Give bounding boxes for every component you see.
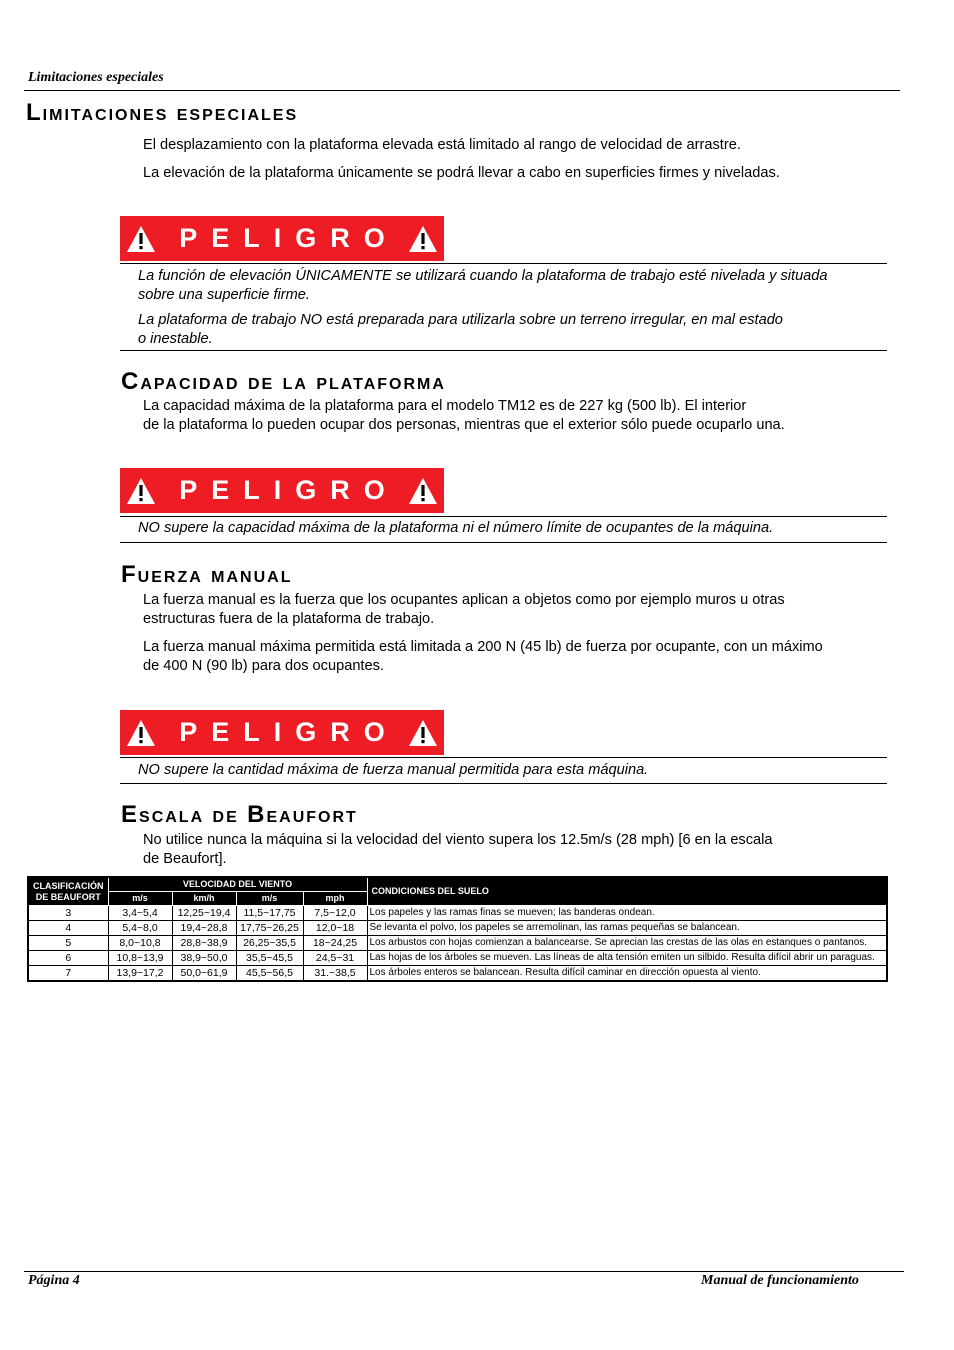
table-cell: 31.~38,5 — [303, 966, 367, 982]
danger-banner — [120, 710, 444, 755]
warning-triangle-icon — [126, 225, 156, 253]
table-cell: 7,5~12,0 — [303, 906, 367, 921]
subheader-kmh: km/h — [172, 892, 236, 906]
title-cap: B — [247, 801, 267, 828]
table-cell: 35,5~45,5 — [236, 951, 303, 966]
table-cell: 6 — [28, 951, 108, 966]
table-row — [28, 936, 887, 951]
warning-triangle-icon — [408, 225, 438, 253]
table-cell: 3,4~5,4 — [108, 906, 172, 921]
line: estructuras fuera de la plataforma de trabajo. — [143, 611, 435, 627]
table-cell: 5 — [28, 936, 108, 951]
page-number: Página 4 — [28, 1273, 80, 1288]
line: No utilice nunca la máquina si la velocidad del viento supera los 12.5m/s (28 mph) [6 en la escala — [143, 832, 773, 848]
rule — [120, 542, 887, 543]
line: de 400 N (90 lb) para dos ocupantes. — [143, 658, 384, 674]
danger-label: PELIGRO — [179, 475, 399, 505]
table-cell: 50,0~61,9 — [172, 966, 236, 982]
table-cell: 28,8~38,9 — [172, 936, 236, 951]
warning-triangle-icon — [408, 477, 438, 505]
rule — [120, 350, 887, 351]
table-row — [28, 951, 887, 966]
column-header-classification — [28, 877, 108, 906]
line: de la plataforma lo pueden ocupar dos personas, mientras que el exterior sólo puede ocuparlo una. — [143, 417, 785, 433]
line: La función de elevación ÚNICAMENTE se utilizará cuando la plataforma de trabajo esté nivelada y situada — [138, 268, 828, 284]
paragraph — [143, 397, 903, 435]
subheader-ms: m/s — [236, 892, 303, 906]
beaufort-table — [27, 876, 888, 982]
title-cap: L — [26, 99, 43, 126]
table-cell: 7 — [28, 966, 108, 982]
table-cell: 3 — [28, 906, 108, 921]
line: o inestable. — [138, 331, 213, 347]
table-cell: Los papeles y las ramas finas se mueven; las banderas ondean. — [367, 906, 887, 921]
line: sobre una superficie firme. — [138, 287, 310, 303]
table-cell: 17,75~26,25 — [236, 921, 303, 936]
warning-triangle-icon — [126, 719, 156, 747]
line: La fuerza manual máxima permitida está limitada a 200 N (45 lb) de fuerza por ocupante, con un máximo — [143, 639, 823, 655]
title-rest: apacidad de la plataforma — [140, 368, 446, 394]
running-head: Limitaciones especiales — [28, 70, 164, 85]
warning-text: NO supere la cantidad máxima de fuerza manual permitida para esta máquina. — [138, 762, 649, 778]
warning-text — [138, 267, 888, 305]
rule — [120, 516, 887, 517]
footer-rule — [24, 1271, 904, 1272]
paragraph — [143, 591, 903, 629]
warning-text — [138, 311, 888, 349]
danger-label: PELIGRO — [179, 717, 399, 747]
subheader-mph: mph — [303, 892, 367, 906]
rule — [120, 757, 887, 758]
table-cell: Los arbustos con hojas comienzan a balancearse. Se aprecian las crestas de las olas en estanques o pantanos. — [367, 936, 887, 951]
column-header-ground-conditions: CONDICIONES DEL SUELO — [367, 877, 887, 906]
table-cell: 12,0~18 — [303, 921, 367, 936]
title-rest: uerza manual — [137, 561, 293, 587]
line: de Beaufort]. — [143, 851, 227, 867]
rule — [120, 783, 887, 784]
section-title-limitaciones — [26, 101, 298, 125]
line: La plataforma de trabajo NO está preparada para utilizarla sobre un terreno irregular, en mal estado — [138, 312, 783, 328]
manual-title: Manual de funcionamiento — [701, 1273, 859, 1288]
warning-triangle-icon — [408, 719, 438, 747]
paragraph: La elevación de la plataforma únicamente se podrá llevar a cabo en superficies firmes y niveladas. — [143, 165, 780, 181]
table-row — [28, 921, 887, 936]
paragraph: El desplazamiento con la plataforma elevada está limitado al rango de velocidad de arrastre. — [143, 137, 741, 153]
rule — [120, 263, 887, 264]
title-cap: E — [121, 801, 140, 828]
section-title-beaufort — [121, 803, 358, 827]
table-cell: 19,4~28,8 — [172, 921, 236, 936]
table-cell: 24,5~31 — [303, 951, 367, 966]
table-cell: Se levanta el polvo, los papeles se arremolinan, las ramas pequeñas se balancean. — [367, 921, 887, 936]
title-rest: scala de — [139, 801, 248, 827]
table-cell: 5,4~8,0 — [108, 921, 172, 936]
title-cap: C — [121, 368, 141, 395]
danger-banner — [120, 216, 444, 261]
table-cell: 13,9~17,2 — [108, 966, 172, 982]
danger-banner — [120, 468, 444, 513]
table-cell: 18~24,25 — [303, 936, 367, 951]
table-row — [28, 966, 887, 982]
title-rest: eaufort — [266, 801, 358, 827]
warning-triangle-icon — [126, 477, 156, 505]
section-title-capacidad — [121, 370, 446, 394]
title-rest: imitaciones especiales — [42, 99, 299, 125]
paragraph — [143, 831, 903, 869]
danger-label: PELIGRO — [179, 223, 399, 253]
line: La fuerza manual es la fuerza que los ocupantes aplican a objetos como por ejemplo muros u otras — [143, 592, 785, 608]
table-row — [28, 906, 887, 921]
line: La capacidad máxima de la plataforma para el modelo TM12 es de 227 kg (500 lb). El interior — [143, 398, 747, 414]
table-cell: Los árboles enteros se balancean. Resulta difícil caminar en dirección opuesta al viento. — [367, 966, 887, 982]
table-cell: 11,5~17,75 — [236, 906, 303, 921]
table-cell: Las hojas de los árboles se mueven. Las líneas de alta tensión emiten un silbido. Resulta difícil abrir un paraguas. — [367, 951, 887, 966]
warning-text: NO supere la capacidad máxima de la plataforma ni el número límite de ocupantes de la máquina. — [138, 520, 774, 536]
table-cell: 10,8~13,9 — [108, 951, 172, 966]
table-cell: 26,25~35,5 — [236, 936, 303, 951]
title-cap: F — [121, 561, 138, 588]
header-rule — [24, 90, 900, 91]
subheader-ms: m/s — [108, 892, 172, 906]
table-cell: 38,9~50,0 — [172, 951, 236, 966]
section-title-fuerza — [121, 563, 293, 587]
column-header-wind-speed: VELOCIDAD DEL VIENTO — [108, 877, 367, 892]
header-line: DE BEAUFORT — [35, 891, 101, 902]
table-cell: 45,5~56,5 — [236, 966, 303, 982]
table-cell: 12,25~19,4 — [172, 906, 236, 921]
paragraph — [143, 638, 903, 676]
header-line: CLASIFICACIÓN — [33, 880, 104, 891]
table-cell: 8,0~10,8 — [108, 936, 172, 951]
table-cell: 4 — [28, 921, 108, 936]
